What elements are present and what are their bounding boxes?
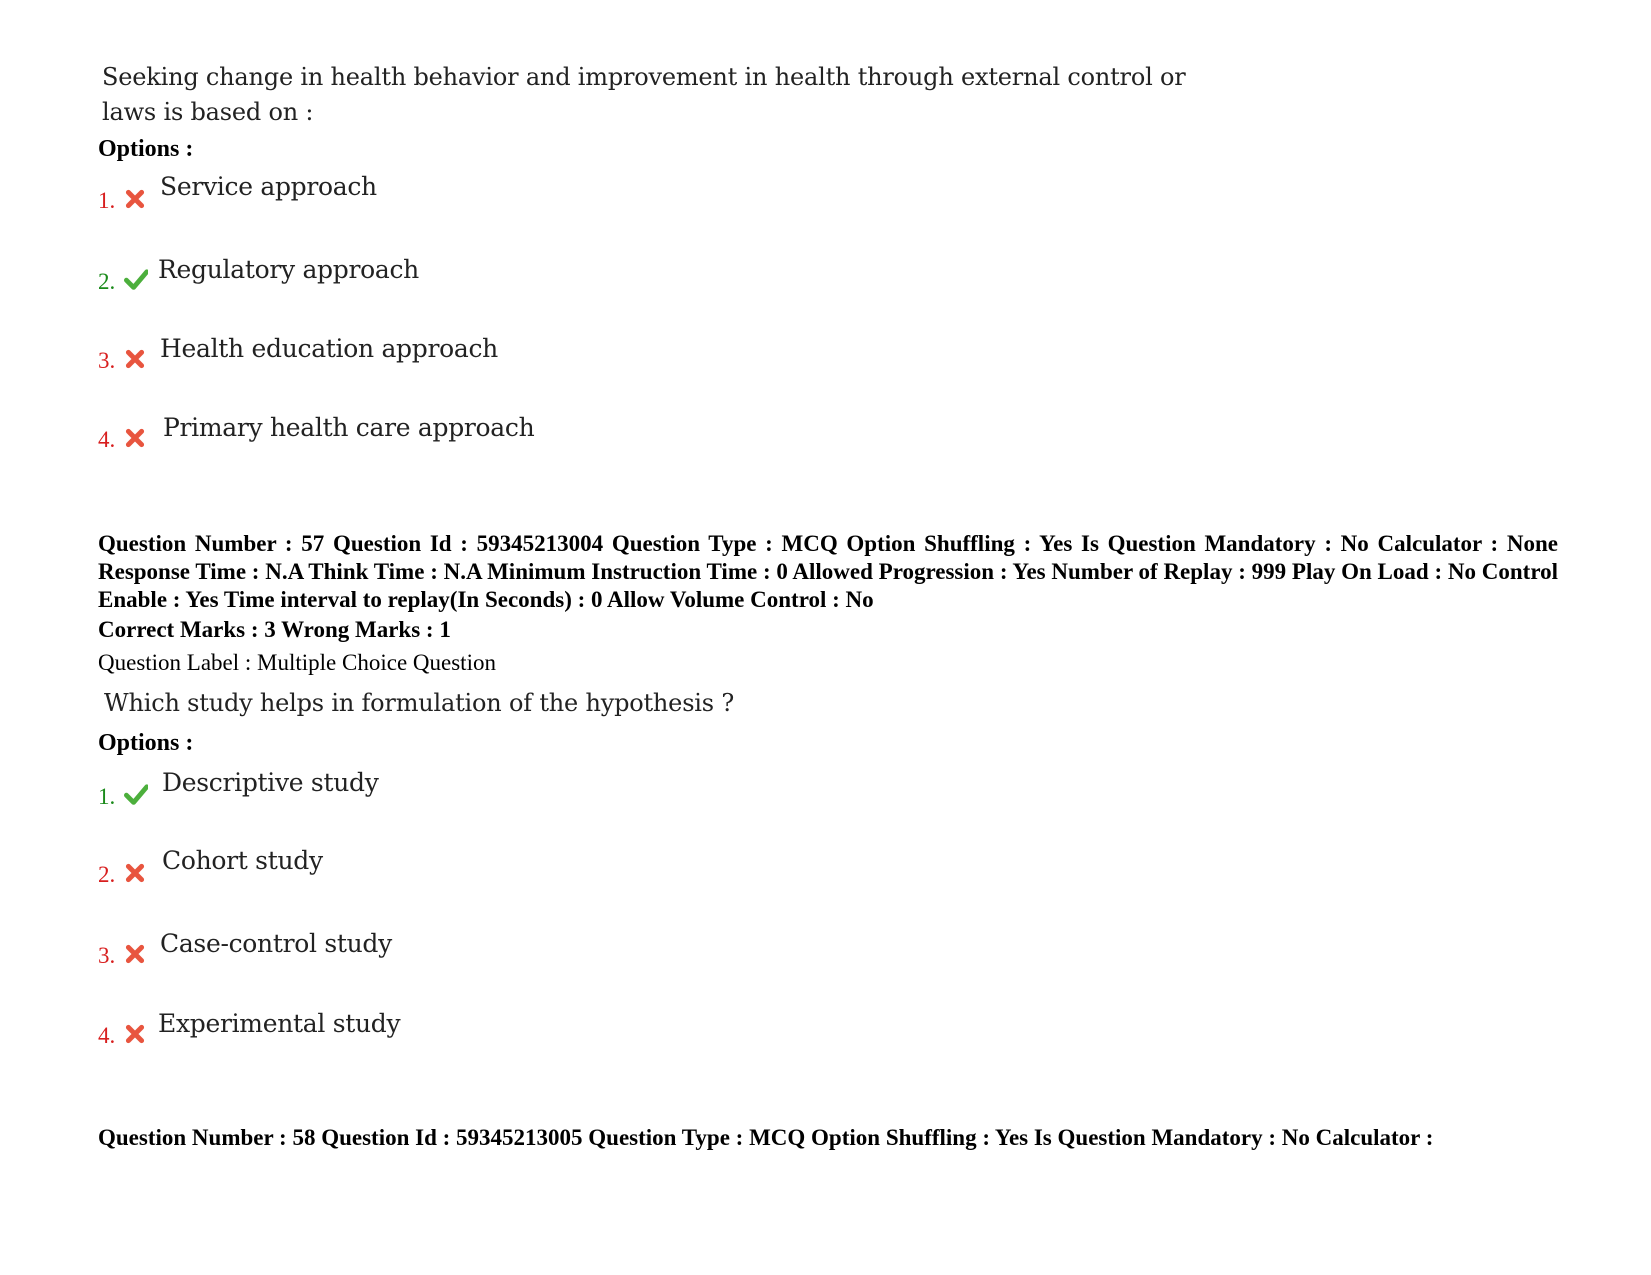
question-label: Question Label : Multiple Choice Question [98, 650, 496, 675]
option-number: 4. [98, 427, 116, 452]
option-number: 2. [98, 269, 116, 294]
option-text: Regulatory approach [158, 255, 419, 284]
options-label: Options : [98, 136, 194, 162]
cross-icon [124, 427, 146, 449]
cross-icon [124, 348, 146, 370]
question-marks: Correct Marks : 3 Wrong Marks : 1 [98, 617, 451, 642]
check-icon [124, 782, 148, 806]
option-number: 3. [98, 348, 116, 373]
question-text-line1: Seeking change in health behavior and improvement in health through external control or [102, 63, 1186, 91]
question-text-line2: laws is based on : [102, 98, 314, 126]
question-meta-58: Question Number : 58 Question Id : 59345213005 Question Type : MCQ Option Shuffling : Yes Is Question Mandatory : No Calculator : [98, 1125, 1434, 1150]
question-meta-57: Question Number : 57 Question Id : 59345213004 Question Type : MCQ Option Shuffling : Yes Is Question Mandatory : No Calculator : None Response Time : N.A Think Time : N.A Minimum Instruction Time : 0 Allowed Progression : Yes Number of Replay : 999 Play On Load : No Control Enable : Yes Time interval to replay(In Seconds) : 0 Allow Volume Control : No [98, 531, 1558, 612]
question-text: Which study helps in formulation of the hypothesis ? [104, 689, 734, 717]
option-number: 1. [98, 784, 116, 809]
option-text: Primary health care approach [163, 413, 535, 442]
option-number: 3. [98, 943, 116, 968]
option-text: Experimental study [158, 1009, 401, 1038]
option-text: Health education approach [160, 334, 498, 363]
option-number: 2. [98, 862, 116, 887]
options-label: Options : [98, 730, 194, 756]
cross-icon [124, 943, 146, 965]
cross-icon [124, 862, 146, 884]
check-icon [124, 267, 148, 291]
option-text: Service approach [160, 172, 377, 201]
option-number: 4. [98, 1023, 116, 1048]
cross-icon [124, 188, 146, 210]
cross-icon [124, 1023, 146, 1045]
option-text: Descriptive study [162, 768, 379, 797]
option-text: Cohort study [162, 846, 323, 875]
option-text: Case-control study [160, 929, 392, 958]
option-number: 1. [98, 188, 116, 213]
